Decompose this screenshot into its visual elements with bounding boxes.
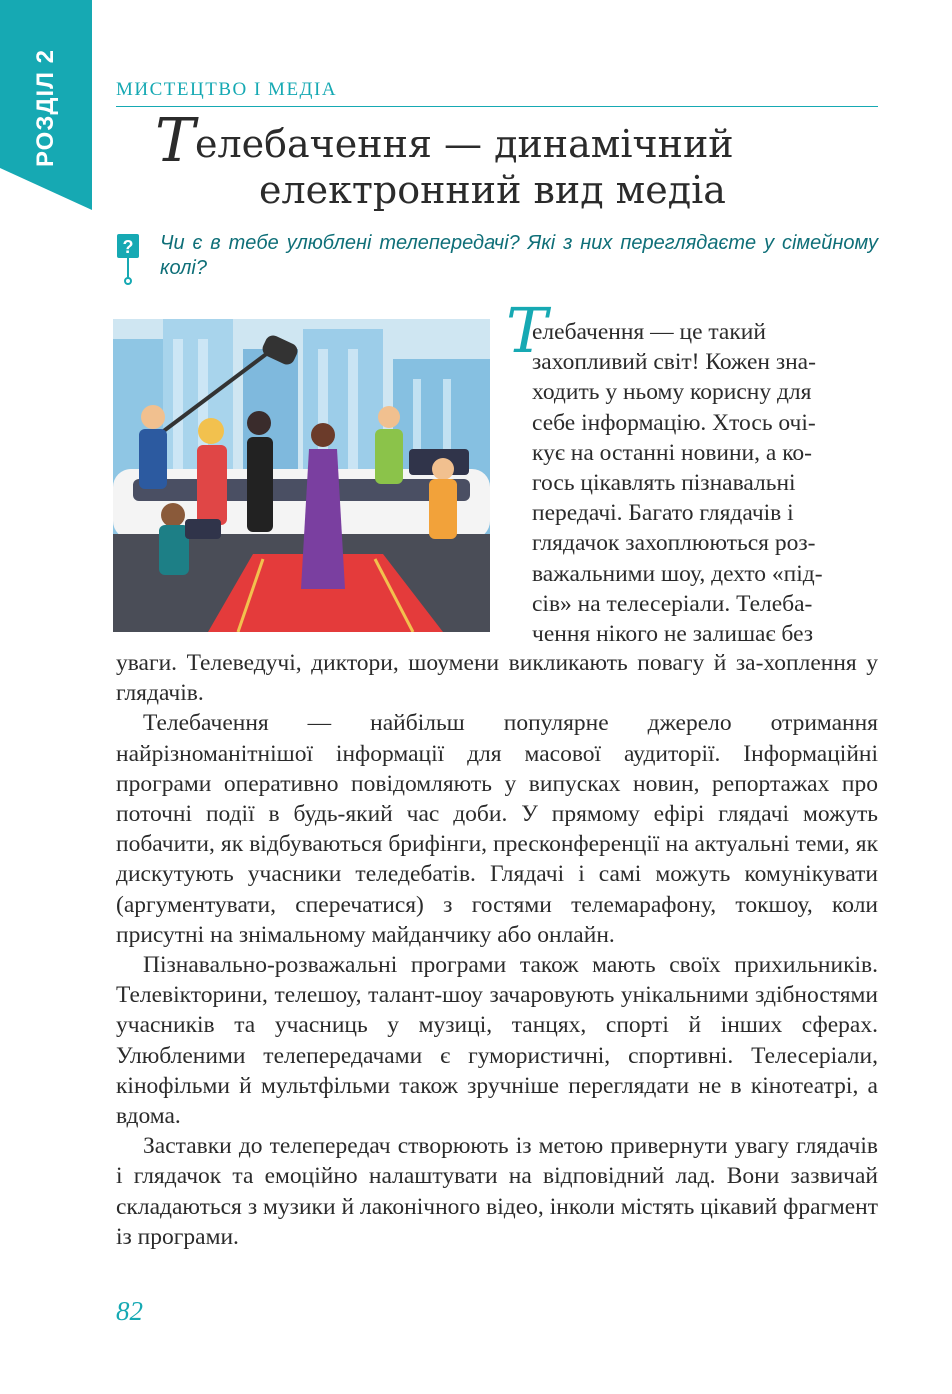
- paragraph-information: Телебачення — найбільш популярне джерело отримання найрізноманітнішої інформації для масової аудиторії. Інформаційні програми оперативно повідомляють у випусках новин, репортажах про поточні події в будь-який час доби. У прямому ефірі глядачі можуть побачити, як відбуваються брифінги, пресконференції на актуальні теми, як дискутують учасники теледебатів. Глядачі і самі можуть комунікувати (аргументувати, сперечатися) з гостями телемарафону, токшоу, коли присутні на знімальному майданчику або онлайн.: [116, 710, 878, 948]
- paragraph-intros: Заставки до телепередач створюють із метою привернути увагу глядачів і глядачок та емоційно налаштувати на відповідний лад. Вони зазвичай складаються з музики й лаконічного відео, інколи містять цікавий фрагмент із програми.: [116, 1133, 878, 1250]
- intro-line: себе інформацію. Хтось очі-: [532, 409, 816, 436]
- intro-line: важальними шоу, дехто «під-: [532, 560, 823, 587]
- intro-line: ходить у ньому корисну для: [532, 379, 812, 406]
- intro-line: елебачення — це такий: [532, 319, 766, 345]
- paragraph-intro-continued: уваги. Телеведучі, диктори, шоумени викликають повагу й за-хоплення у глядачів.: [116, 650, 878, 707]
- intro-line: чення нікого не залишає без: [532, 621, 814, 648]
- intro-paragraph: [506, 294, 878, 649]
- intro-line: захопливий світ! Кожен зна-: [532, 349, 816, 376]
- intro-line: гось цікавлять пізнавальні: [532, 470, 796, 497]
- intro-line: передачі. Багато глядачів і: [532, 500, 794, 527]
- svg-text:?: ?: [122, 237, 134, 257]
- body-text: [116, 648, 878, 1252]
- title-line-1: елебачення — динамічний: [195, 122, 734, 166]
- intro-line: глядачок захоплюються роз-: [532, 530, 816, 557]
- section-divider: [116, 106, 878, 107]
- page-title: [155, 106, 855, 213]
- intro-line: кує на останні новини, а ко-: [532, 439, 812, 466]
- title-dropcap: Т: [155, 106, 196, 176]
- title-line-2: електронний вид медіа: [259, 168, 726, 212]
- page-number: 82: [116, 1296, 143, 1326]
- section-heading: МИСТЕЦТВО І МЕДІА: [116, 79, 338, 100]
- question-icon: [116, 234, 140, 286]
- tv-crew-illustration: [113, 319, 490, 632]
- chapter-label: РОЗДІЛ 2: [32, 48, 59, 168]
- discussion-question: Чи є в тебе улюблені телепередачі? Які з них переглядаєте у сімейному колі?: [160, 232, 878, 279]
- paragraph-entertainment: Пізнавально-розважальні програми також мають своїх прихильників. Телевікторини, телешоу, талант-шоу зачаровують унікальними здібностями учасників та учасниць у музиці, танцях, спорті й інших сферах. Улюбленими телепередачами є гумористичні, спортивні. Телесеріали, кінофільми й мультфільми також зручніше переглядати не в кінотеатрі, а вдома.: [116, 952, 878, 1130]
- chapter-tab: [0, 0, 92, 210]
- intro-line: сів» на телесеріали. Телеба-: [532, 590, 813, 617]
- intro-dropcap: Т: [506, 294, 548, 367]
